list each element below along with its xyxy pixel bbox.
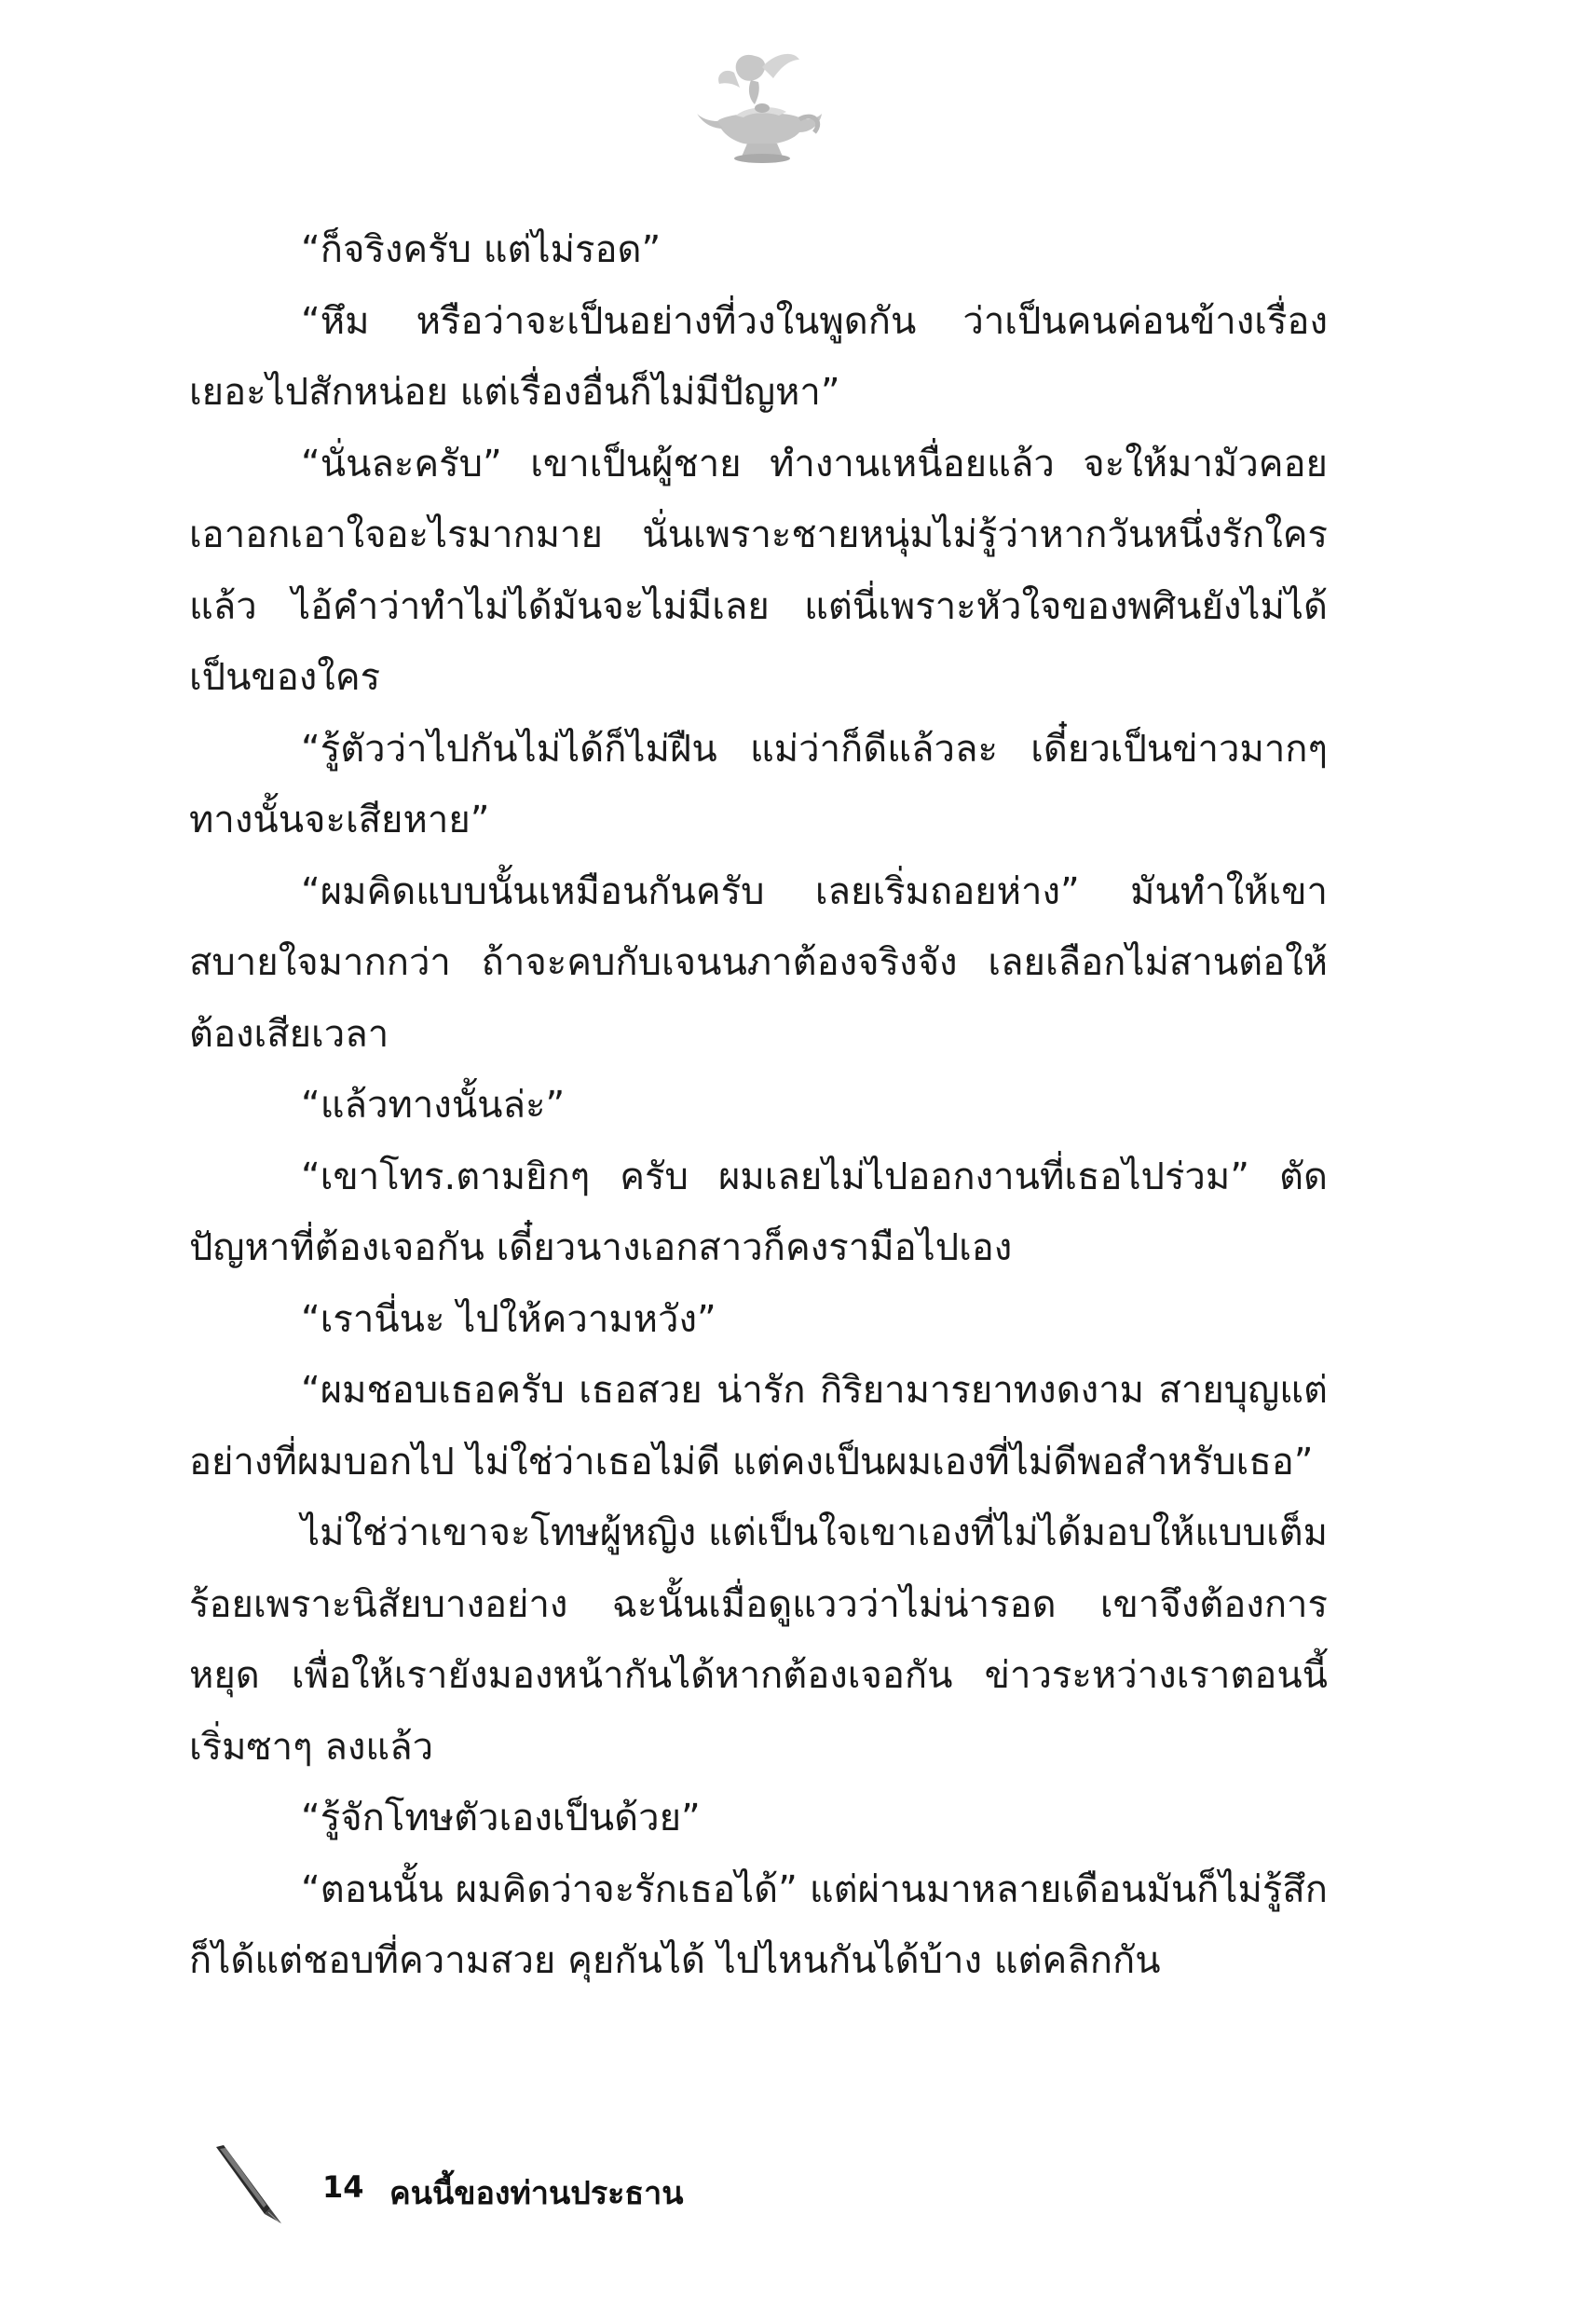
paragraph: “เรานี่นะ ไปให้ความหวัง” [301,1297,716,1341]
paragraph: ไม่ใช่ว่าเขาจะโทษผู้หญิง แต่เป็นใจเขาเองที่ไม่ได้มอบให้แบบเต็มร้อยเพราะนิสัยบางอย่าง ฉะนั้นเมื่อดูแววว่าไม่น่ารอด เขาจึงต้องการหยุด เพื่อให้เรายังมองหน้ากันได้หากต้องเจอกัน ข่าวระหว่างเราตอนนี้เริ่มซาๆ ลงแล้ว [189,1511,1328,1769]
paragraph: “ก็จริงครับ แต่ไม่รอด” [301,228,662,271]
book-title: คนนี้ของท่านประธาน [389,2175,684,2212]
paragraph: “ผมคิดแบบนั้นเหมือนกันครับ เลยเริ่มถอยห่าง” มันทำให้เขาสบายใจมากกว่า ถ้าจะคบกับเจนนภาต้องจริงจัง เลยเลือกไม่สานต่อให้ต้องเสียเวลา [189,869,1328,1056]
page-footer [212,2143,865,2227]
page-body [189,214,1328,1997]
paragraph: “เขาโทร.ตามยิกๆ ครับ ผมเลยไม่ไปออกงานที่เธอไปร่วม” ตัดปัญหาที่ต้องเจอกัน เดี๋ยวนางเอกสาวก็คงรามือไปเอง [189,1155,1328,1269]
paragraph: “ตอนนั้น ผมคิดว่าจะรักเธอได้” แต่ผ่านมาหลายเดือนมันก็ไม่รู้สึก ก็ได้แต่ชอบที่ความสวย คุยกันได้ ไปไหนกันได้บ้าง แต่คลิกกัน [189,1867,1328,1982]
paragraph: “แล้วทางนั้นล่ะ” [301,1084,566,1127]
paragraph: “หึม หรือว่าจะเป็นอย่างที่วงในพูดกัน ว่าเป็นคนค่อนข้างเรื่องเยอะไปสักหน่อย แต่เรื่องอื่นก็ไม่มีปัญหา” [189,299,1328,414]
fountain-pen-icon [212,2143,287,2227]
paragraph: “นั่นละครับ” เขาเป็นผู้ชาย ทำงานเหนื่อยแล้ว จะให้มามัวคอยเอาอกเอาใจอะไรมากมาย นั่นเพราะชายหนุ่มไม่รู้ว่าหากวันหนึ่งรักใครแล้ว ไอ้คำว่าทำไม่ได้มันจะไม่มีเลย แต่นี่เพราะหัวใจของพศินยังไม่ได้เป็นของใคร [189,442,1328,699]
lamp-with-angel-icon [689,47,829,168]
paragraph: “ผมชอบเธอครับ เธอสวย น่ารัก กิริยามารยาทงดงาม สายบุญแต่อย่างที่ผมบอกไป ไม่ใช่ว่าเธอไม่ดี แต่คงเป็นผมเองที่ไม่ดีพอสำหรับเธอ” [189,1369,1328,1484]
paragraph: “รู้จักโทษตัวเองเป็นด้วย” [301,1797,701,1839]
paragraph: “รู้ตัวว่าไปกันไม่ได้ก็ไม่ฝืน แม่ว่าก็ดีแล้วละ เดี๋ยวเป็นข่าวมากๆทางนั้นจะเสียหาย” [189,727,1328,841]
page-number: 14 [322,2169,364,2205]
